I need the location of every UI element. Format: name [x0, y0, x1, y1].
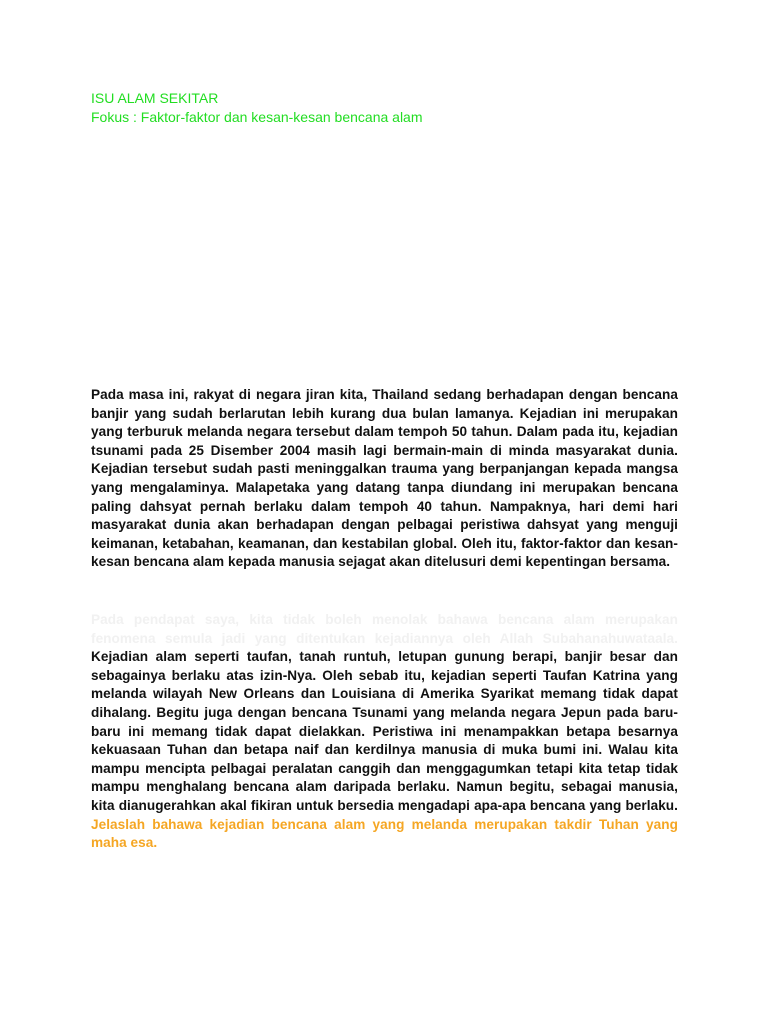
heading-subtitle: Fokus : Faktor-faktor dan kesan-kesan bencana alam	[91, 109, 423, 125]
topic-sentence-faint: Pada pendapat saya, kita tidak boleh menolak bahawa bencana alam merupakan fenomena semula jadi yang ditentukan kejadiannya oleh Allah Subahanahuwataala.	[91, 612, 678, 646]
paragraph-opinion	[91, 611, 678, 853]
paragraph-opinion-body: Kejadian alam seperti taufan, tanah runtuh, letupan gunung berapi, banjir besar dan sebagainya berlaku atas izin-Nya. Oleh sebab itu, kejadian seperti Taufan Katrina yang melanda wilayah New Orleans dan Louisiana di Amerika Syarikat memang tidak dapat dihalang. Begitu juga dengan bencana Tsunami yang melanda negara Jepun pada baru-baru ini memang tidak dapat dielakkan. Peristiwa ini menampakkan betapa besarnya kekuasaan Tuhan dan betapa naif dan kerdilnya manusia di muka bumi ini. Walau kita mampu mencipta pelbagai peralatan canggih dan menggagumkan tetapi kita tetap tidak mampu menghalang bencana alam daripada berlaku. Namun begitu, sebagai manusia, kita dianugerahkan akal fikiran untuk bersedia mengadapi apa-apa bencana yang berlaku.	[91, 649, 678, 813]
document-heading	[91, 89, 691, 127]
heading-title: ISU ALAM SEKITAR	[91, 90, 219, 106]
paragraph-introduction: Pada masa ini, rakyat di negara jiran kita, Thailand sedang berhadapan dengan bencana banjir yang sudah berlarutan lebih kurang dua bulan lamanya. Kejadian ini merupakan yang terburuk melanda negara tersebut dalam tempoh 50 tahun. Dalam pada itu, kejadian tsunami pada 25 Disember 2004 masih lagi bermain-main di minda masyarakat dunia. Kejadian tersebut sudah pasti meninggalkan trauma yang berpanjangan kepada mangsa yang mengalaminya. Malapetaka yang datang tanpa diundang ini merupakan bencana paling dahsyat pernah berlaku dalam tempoh 40 tahun. Nampaknya, hari demi hari masyarakat dunia akan berhadapan dengan pelbagai peristiwa dahsyat yang menguji keimanan, ketabahan, keamanan, dan kestabilan global. Oleh itu, faktor-faktor dan kesan-kesan bencana alam kepada manusia sejagat akan ditelusuri demi kepentingan bersama.	[91, 387, 678, 570]
concluding-sentence-highlight: Jelaslah bahawa kejadian bencana alam yang melanda merupakan takdir Tuhan yang maha esa.	[91, 816, 678, 851]
